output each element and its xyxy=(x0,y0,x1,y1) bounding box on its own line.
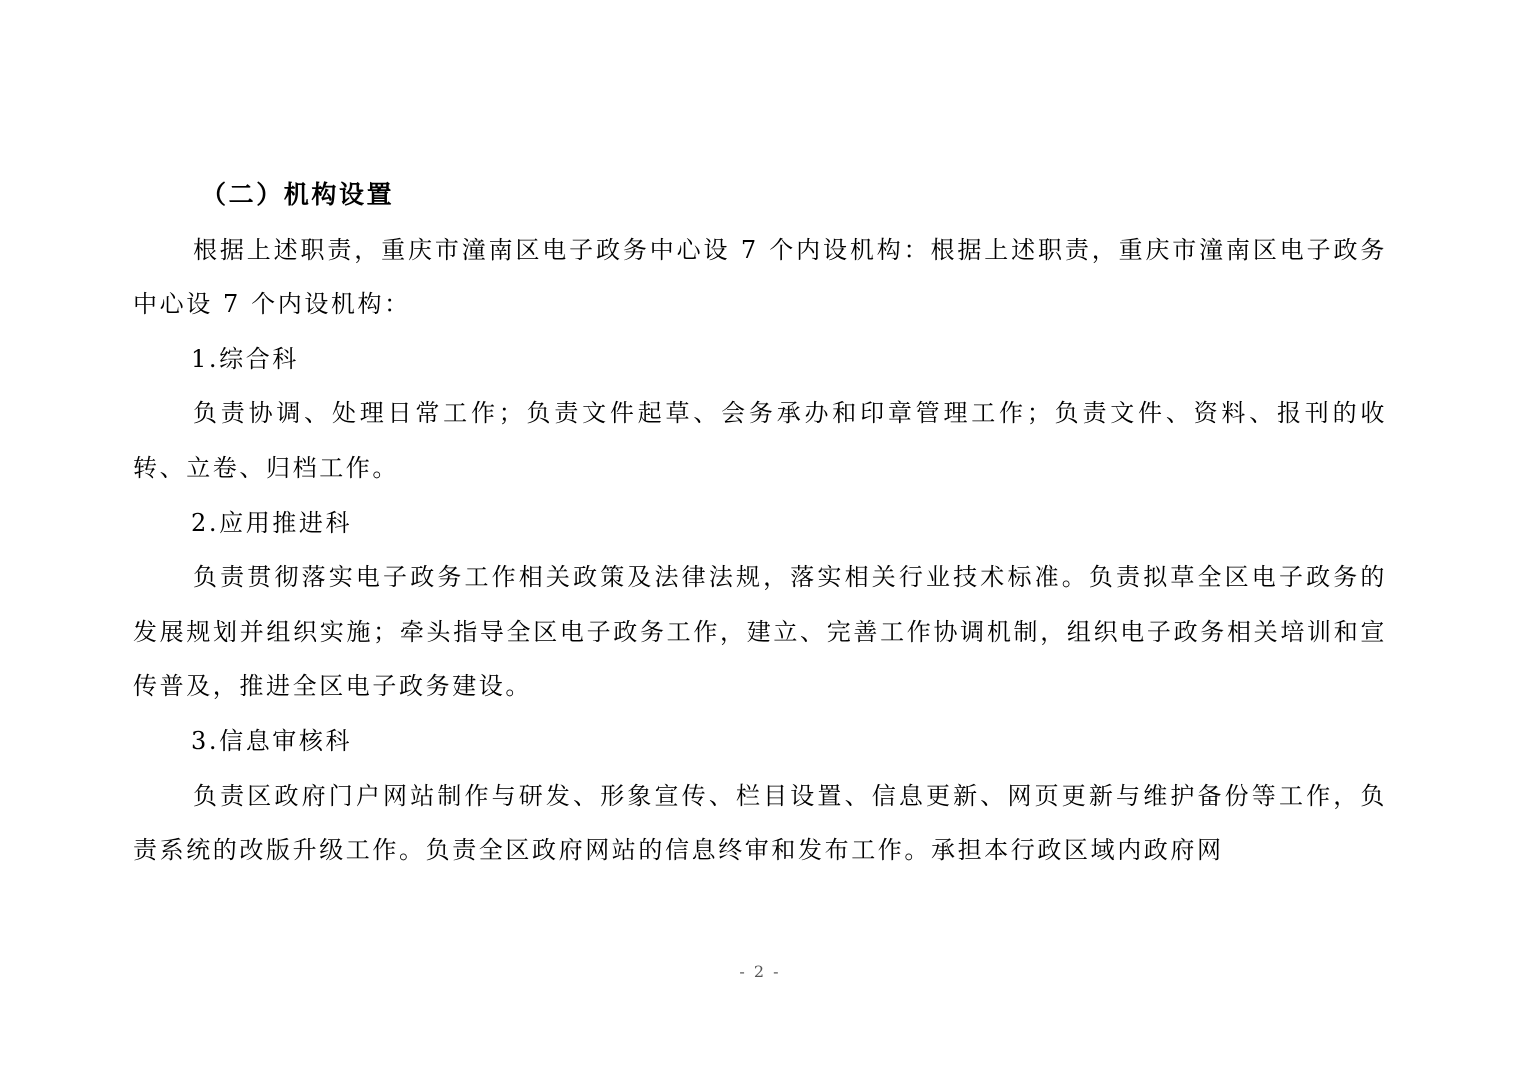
item-body-info-review-section: 负责区政府门户网站制作与研发、形象宣传、栏目设置、信息更新、网页更新与维护备份等工作，负责系统的改版升级工作。负责全区政府网站的信息终审和发布工作。承担本行政区域内政府网 xyxy=(133,781,1387,865)
document-body xyxy=(133,168,1387,878)
item-title-info-review-section: 3.信息审核科 xyxy=(191,726,353,755)
item-title-general-section: 1.综合科 xyxy=(191,344,299,373)
section-heading: （二）机构设置 xyxy=(201,180,395,209)
item-title-application-section: 2.应用推进科 xyxy=(191,508,353,537)
page-number: - 2 - xyxy=(739,962,781,981)
intro-paragraph: 根据上述职责，重庆市潼南区电子政务中心设 7 个内设机构：根据上述职责，重庆市潼南区电子政务中心设 7 个内设机构： xyxy=(133,235,1387,319)
item-body-application-section: 负责贯彻落实电子政务工作相关政策及法律法规，落实相关行业技术标准。负责拟草全区电子政务的发展规划并组织实施；牵头指导全区电子政务工作，建立、完善工作协调机制，组织电子政务相关培训和宣传普及，推进全区电子政务建设。 xyxy=(133,563,1387,701)
item-body-general-section: 负责协调、处理日常工作；负责文件起草、会务承办和印章管理工作；负责文件、资料、报刊的收转、立卷、归档工作。 xyxy=(133,399,1387,482)
